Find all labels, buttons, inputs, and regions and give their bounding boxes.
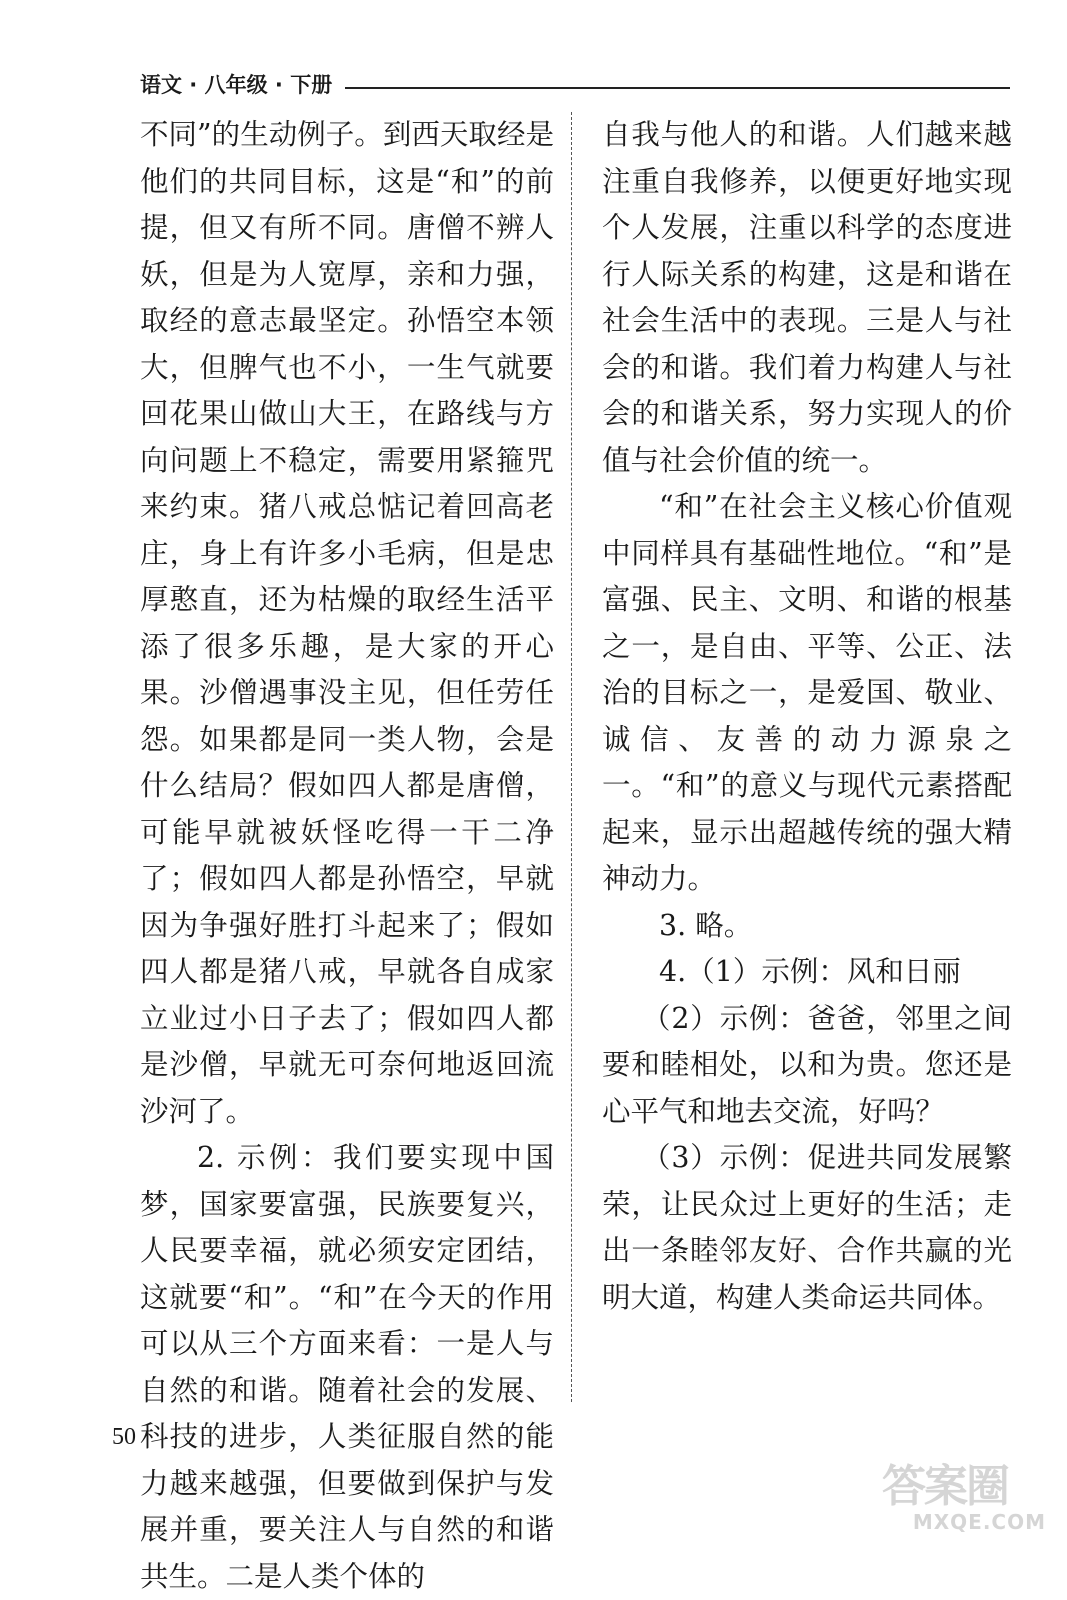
left-column xyxy=(140,112,554,1600)
right-paragraph-answer-4-2: （2）示例：爸爸，邻里之间要和睦相处，以和为贵。您还是心平气和地去交流，好吗？ xyxy=(602,1001,1012,1128)
header-rule xyxy=(345,87,1010,89)
left-paragraph-answer-2: 2. 示例：我们要实现中国梦，国家要富强，民族要复兴，人民要幸福，就必须安定团结，这就要“和”。“和”在今天的作用可以从三个方面来看：一是人与自然的和谐。随着社会的发展、科技的进步，人类征服自然的能力越来越强，但要做到保护与发展并重，要关注人与自然的和谐共生。二是人类个体的 xyxy=(140,1141,554,1593)
right-paragraph-answer-3: 3. 略。 xyxy=(659,908,753,942)
column-divider xyxy=(571,112,572,1402)
right-paragraph-continuation: 自我与他人的和谐。人们越来越注重自我修养，以便更好地实现个人发展，注重以科学的态度进行人际关系的构建，这是和谐在社会生活中的表现。三是人与社会的和谐。我们着力构建人与社会的和谐关系，努力实现人的价值与社会价值的统一。 xyxy=(602,118,1012,477)
right-paragraph-answer-4-3: （3）示例：促进共同发展繁荣，让民众过上更好的生活；走出一条睦邻友好、合作共赢的光明大道，构建人类命运共同体。 xyxy=(602,1141,1012,1314)
watermark-url: MXQE.COM xyxy=(912,1510,1046,1534)
right-paragraph-answer-4-1: 4.（1）示例：风和日丽 xyxy=(659,955,961,988)
page-number: 50 xyxy=(112,1424,136,1450)
right-column xyxy=(602,112,1012,1321)
running-header-title: 语文 · 八年级 · 下册 xyxy=(140,73,333,97)
left-paragraph-continuation: 不同”的生动例子。到西天取经是他们的共同目标，这是“和”的前提，但又有所不同。唐僧不辨人妖，但是为人宽厚，亲和力强，取经的意志最坚定。孙悟空本领大，但脾气也不小，一生气就要回花果山做山大王，在路线与方向问题上不稳定，需要用紧箍咒来约束。猪八戒总惦记着回高老庄，身上有许多小毛病，但是忠厚憨直，还为枯燥的取经生活平添了很多乐趣，是大家的开心果。沙僧遇事没主见，但任劳任怨。如果都是同一类人物，会是什么结局？假如四人都是唐僧，可能早就被妖怪吃得一干二净了；假如四人都是孙悟空，早就因为争强好胜打斗起来了；假如四人都是猪八戒，早就各自成家立业过小日子去了；假如四人都是沙僧，早就无可奈何地返回流沙河了。 xyxy=(140,118,554,1128)
page-header xyxy=(140,70,1010,100)
right-paragraph-core-values: “和”在社会主义核心价值观中同样具有基础性地位。“和”是富强、民主、文明、和谐的根基之一，是自由、平等、公正、法治的目标之一，是爱国、敬业、诚信、友善的动力源泉之一。“和”的意义与现代元素搭配起来，显示出超越传统的强大精神动力。 xyxy=(602,490,1012,895)
watermark-logo xyxy=(882,1462,1050,1534)
watermark-text: 答案圈 xyxy=(882,1461,1008,1512)
